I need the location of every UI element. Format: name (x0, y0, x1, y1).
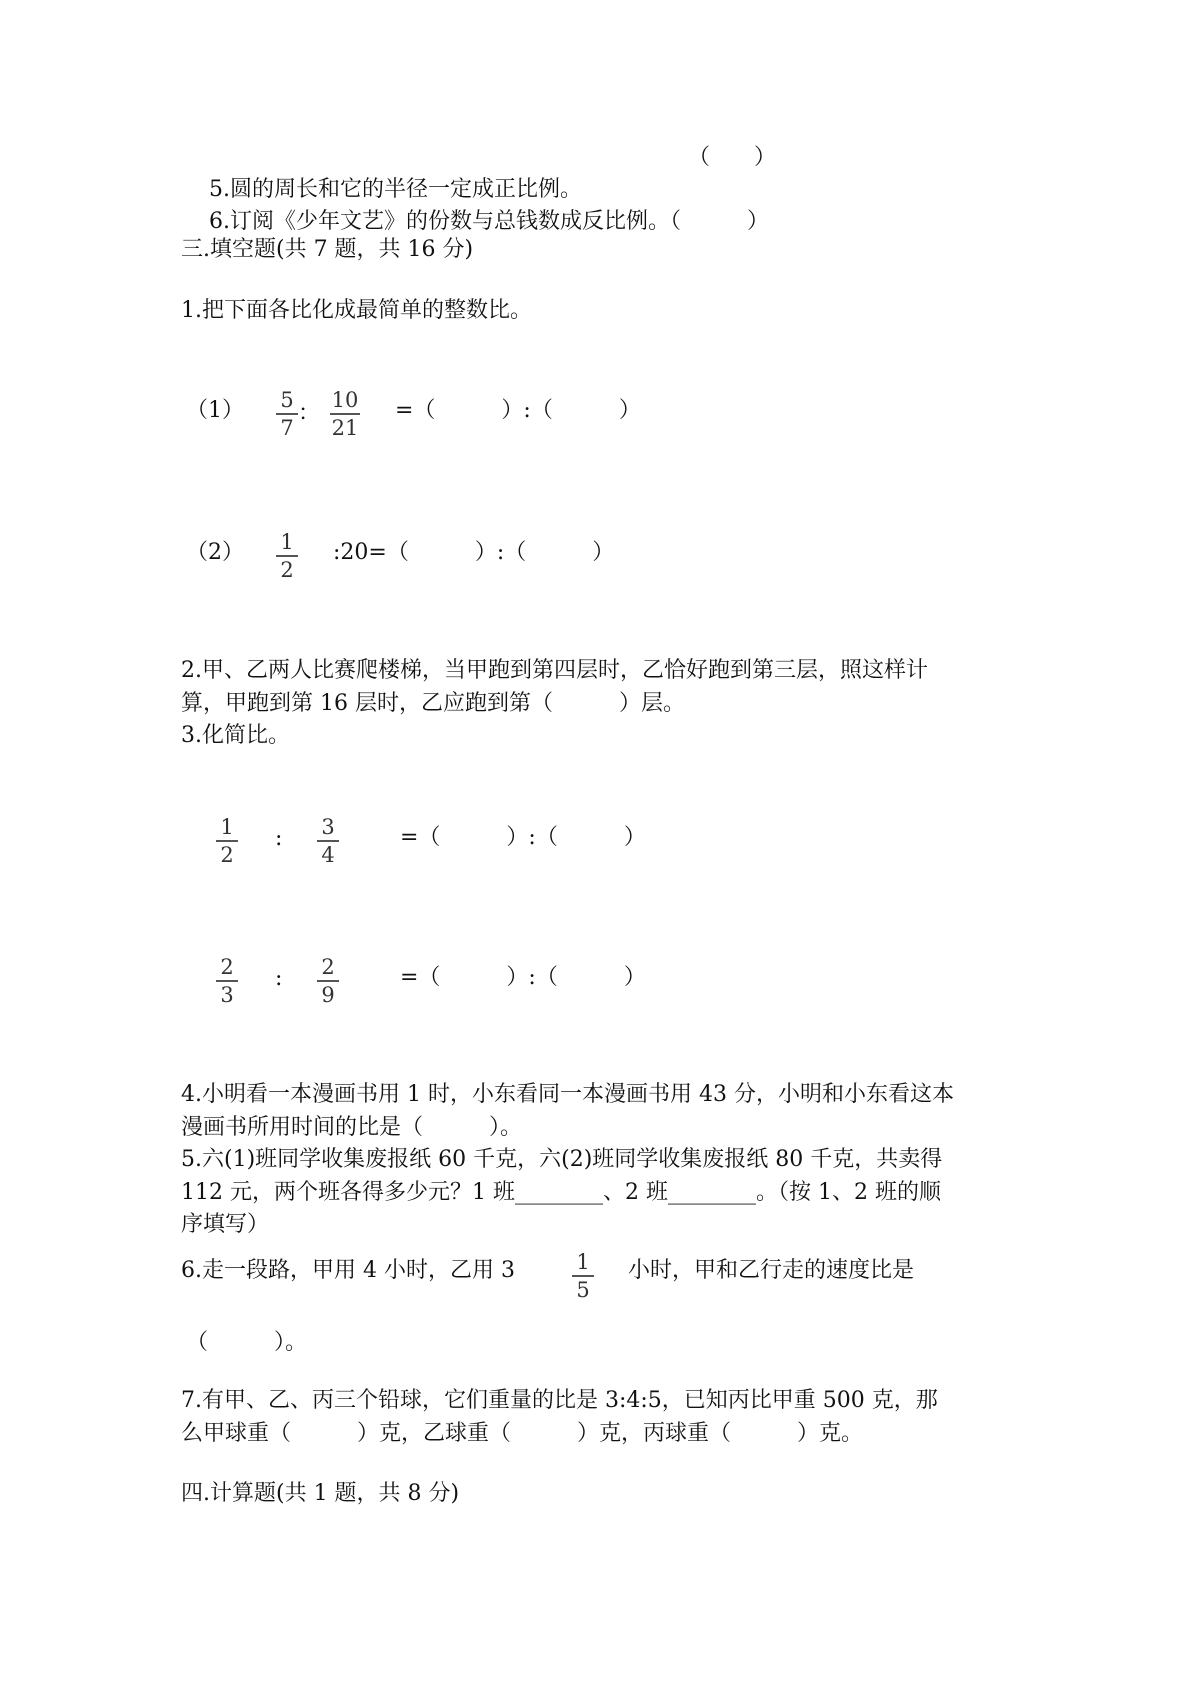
fill-q4-line1: 4.小明看一本漫画书用 1 时，小东看同一本漫画书用 43 分，小明和小东看这本 (181, 1082, 954, 1107)
fill-q6-prefix: 6.走一段路，甲用 4 小时，乙用 3 (181, 1258, 515, 1283)
answer-blank[interactable]: （ ） (688, 145, 777, 170)
denominator: 2 (220, 843, 234, 867)
fraction-bar (572, 1275, 594, 1277)
question-text: 5.圆的周长和它的半径一定成正比例。 (208, 177, 582, 202)
ratio-colon: : (275, 966, 283, 991)
fraction (276, 530, 298, 582)
numerator: 5 (280, 388, 294, 412)
ratio-colon: : (275, 826, 283, 851)
numerator: 2 (321, 955, 335, 979)
fraction (216, 815, 238, 867)
fraction (330, 388, 360, 440)
fill-q2-line2: 算，甲跑到第 16 层时，乙应跑到第（ ）层。 (181, 691, 685, 716)
item-label: （2） (186, 540, 244, 565)
denominator: 3 (220, 983, 234, 1007)
fraction-bar (317, 840, 339, 842)
ratio-answer[interactable]: =（ ）:（ ） (400, 825, 646, 850)
ratio-answer[interactable]: =（ ）:（ ） (400, 965, 646, 990)
fill-q1-text: 1.把下面各比化成最简单的整数比。 (181, 298, 532, 323)
ratio-colon: ： (298, 401, 321, 426)
fraction-bar (216, 980, 238, 982)
numerator: 10 (331, 388, 359, 412)
fraction (317, 955, 339, 1007)
denominator: 4 (321, 843, 335, 867)
fill-q7-line2: 么甲球重（ ）克，乙球重（ ）克，丙球重（ ）克。 (181, 1421, 864, 1446)
fraction (216, 955, 238, 1007)
denominator: 7 (280, 416, 294, 440)
numerator: 2 (220, 955, 234, 979)
answer-blank[interactable]: （ ） (669, 209, 769, 234)
numerator: 1 (220, 815, 234, 839)
fill-q5-line3: 序填写） (181, 1212, 270, 1237)
item-label: （1） (186, 398, 244, 423)
numerator: 1 (576, 1250, 590, 1274)
fraction-bar (276, 555, 298, 557)
question-text: 6.订阅《少年文艺》的份数与总钱数成反比例。 (208, 209, 670, 234)
fraction-bar (330, 413, 360, 415)
fraction (317, 815, 339, 867)
denominator: 5 (576, 1278, 590, 1302)
fill-q3-text: 3.化简比。 (181, 723, 290, 748)
fill-q4-line2: 漫画书所用时间的比是（ ）。 (181, 1115, 523, 1140)
ratio-answer[interactable]: =（ ）:（ ） (395, 398, 641, 423)
fill-q6-suffix: 小时，甲和乙行走的速度比是 (628, 1258, 915, 1283)
fraction-bar (317, 980, 339, 982)
fill-q2-line1: 2.甲、乙两人比赛爬楼梯，当甲跑到第四层时，乙恰好跑到第三层，照这样计 (181, 658, 928, 683)
numerator: 1 (280, 530, 294, 554)
fraction (276, 388, 298, 440)
numerator: 3 (321, 815, 335, 839)
fill-q7-line1: 7.有甲、乙、丙三个铅球，它们重量的比是 3:4:5，已知丙比甲重 500 克，那 (181, 1388, 938, 1413)
section-title-fill-in: 三.填空题(共 7 题，共 16 分) (181, 237, 474, 262)
denominator: 9 (321, 983, 335, 1007)
fill-q5-line1: 5.六(1)班同学收集废报纸 60 千克，六(2)班同学收集废报纸 80 千克，共卖得 (181, 1147, 943, 1172)
denominator: 2 (280, 558, 294, 582)
ratio-answer[interactable]: :20=（ ）:（ ） (333, 540, 615, 565)
fraction (572, 1250, 594, 1302)
fill-q5-line2: 112 元，两个班各得多少元？1 班________、2 班________。（按 1、2 班的顺 (181, 1180, 941, 1205)
fraction-bar (276, 413, 298, 415)
denominator: 21 (331, 416, 359, 440)
fill-q6-answer[interactable]: （ ）。 (186, 1330, 308, 1355)
section-title-calculation: 四.计算题(共 1 题，共 8 分) (181, 1481, 460, 1506)
fraction-bar (216, 840, 238, 842)
